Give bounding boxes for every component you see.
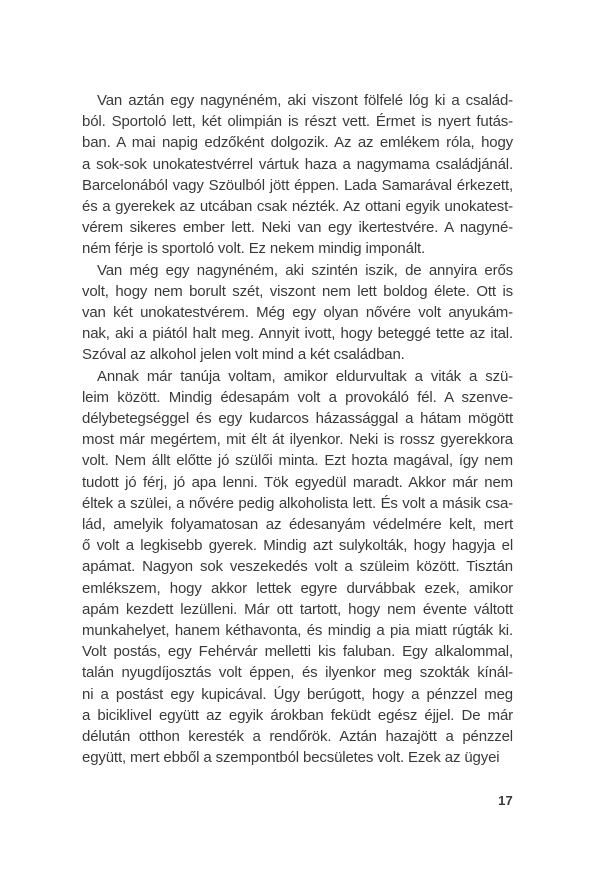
text-line: ni a postást egy kupicával. Úgy berúgott, hogy a pénzzel meg xyxy=(82,685,513,703)
text-line: Volt postás, egy Fehérvár melletti kis faluban. Egy alkalommal, xyxy=(82,643,513,661)
text-line: Annak már tanúja voltam, amikor eldurvultak a viták a szü- xyxy=(97,367,513,385)
text-line: tudott jó férj, jó apa lenni. Tök egyedül maradt. Akkor már nem xyxy=(82,473,513,491)
text-line: apám kezdett lezülleni. Már ott tartott, hogy nem évente váltott xyxy=(82,600,513,618)
text-line: volt. Nem állt előtte jó szülői minta. Ezt hozta magával, így nem xyxy=(82,452,513,470)
text-line: délután otthon keresték a rendőrök. Aztán hazajött a pénzzel xyxy=(82,728,513,746)
text-line: ból. Sportoló lett, két olimpián is részt vett. Érmet is nyert futás- xyxy=(82,113,513,131)
text-line: a sok-sok unokatestvérrel vártuk haza a nagymama családjánál. xyxy=(82,155,513,173)
text-line: együtt, mert ebből a szempontból becsületes volt. Ezek az ügyei xyxy=(82,749,500,767)
text-line: apámat. Nagyon sok veszekedés volt a szüleim között. Tisztán xyxy=(82,558,513,576)
text-line: ném férje is sportoló volt. Ez nekem mindig imponált. xyxy=(82,240,426,258)
text-line: munkahelyet, hanem kéthavonta, és mindig a pia miatt rúgták ki. xyxy=(82,622,513,640)
page-text xyxy=(82,90,513,769)
text-line: emlékszem, hogy akkor lettek egyre durvábbak ezek, amikor xyxy=(82,579,513,597)
text-line: vérem sikeres ember lett. Neki van egy ikertestvére. A nagyné- xyxy=(82,219,513,237)
text-line: Szóval az alkohol jelen volt mind a két családban. xyxy=(82,346,405,364)
text-line: a biciklivel együtt az egyik árokban feküdt egész éjjel. De már xyxy=(82,706,513,724)
text-line: lád, amelyik folyamatosan az édesanyám védelmére kelt, mert xyxy=(82,516,513,534)
text-line: leim között. Mindig édesapám volt a provokáló fél. A szenve- xyxy=(82,388,513,406)
text-line: van két unokatestvérem. Még egy olyan nővére volt anyukám- xyxy=(82,304,513,322)
text-line: Barcelonából vagy Szöulból jött éppen. Lada Samarával érkezett, xyxy=(82,176,513,194)
page-number: 17 xyxy=(498,793,513,808)
text-line: nak, aki a piától halt meg. Annyit ivott, hogy beteggé tette az ital. xyxy=(82,325,513,343)
text-line: talán nyugdíjosztás volt éppen, és ilyenkor meg szokták kínál- xyxy=(82,664,513,682)
text-line: Van aztán egy nagynéném, aki viszont fölfelé lóg ki a család- xyxy=(97,92,513,109)
text-line: éltek a szülei, a nővére pedig alkoholista lett. És volt a másik csa- xyxy=(82,494,513,512)
text-line: délybetegséggel és egy kudarcos házassággal a hátam mögött xyxy=(82,410,513,428)
text-line: és a gyerekek az utcában csak nézték. Az ottani egyik unokatest- xyxy=(82,198,513,216)
text-line: ban. A mai napig edzőként dolgozik. Az az emlékem róla, hogy xyxy=(82,134,513,152)
text-line: ő volt a legkisebb gyerek. Mindig azt sulykolták, hogy hagyja el xyxy=(82,537,513,555)
text-line: Van még egy nagynéném, aki szintén iszik, de annyira erős xyxy=(97,261,513,279)
text-line: most már megértem, mit élt át ilyenkor. Neki is rossz gyerekkora xyxy=(82,431,513,449)
text-line: volt, hogy nem borult szét, viszont nem lett boldog élete. Ott is xyxy=(82,282,513,300)
